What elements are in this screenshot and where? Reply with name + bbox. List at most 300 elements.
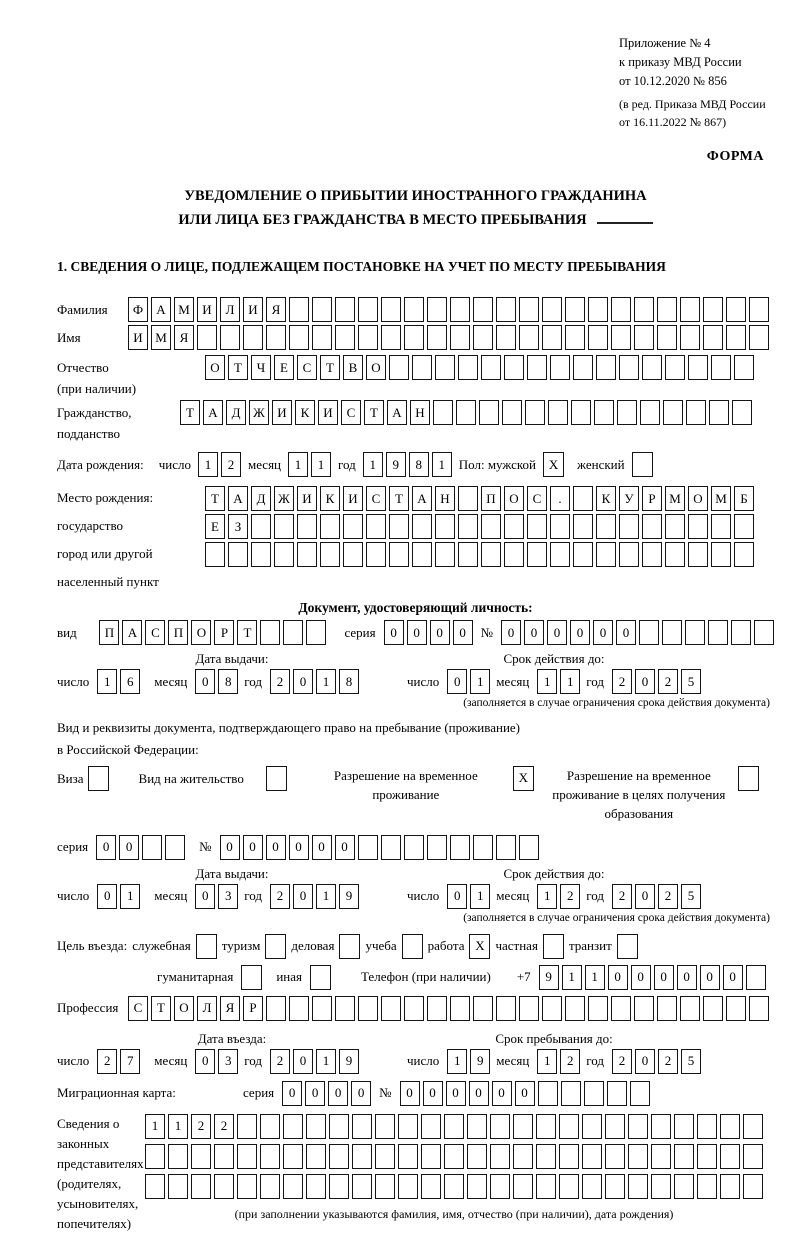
- char-cell[interactable]: [504, 542, 524, 567]
- char-cell[interactable]: [458, 514, 478, 539]
- char-cell[interactable]: [283, 620, 303, 645]
- char-cell[interactable]: 1: [316, 1049, 336, 1074]
- char-cell[interactable]: [375, 1114, 395, 1139]
- char-cell[interactable]: Л: [197, 996, 217, 1021]
- char-cell[interactable]: 0: [195, 1049, 215, 1074]
- char-cell[interactable]: [738, 766, 759, 791]
- char-cell[interactable]: Я: [174, 325, 194, 350]
- char-cell[interactable]: 3: [218, 1049, 238, 1074]
- char-cell[interactable]: [642, 514, 662, 539]
- char-cell[interactable]: [611, 996, 631, 1021]
- char-cell[interactable]: [513, 1114, 533, 1139]
- char-cell[interactable]: 0: [677, 965, 697, 990]
- representatives-row3[interactable]: [145, 1174, 763, 1199]
- char-cell[interactable]: [456, 400, 476, 425]
- char-cell[interactable]: .: [550, 486, 570, 511]
- char-cell[interactable]: [312, 325, 332, 350]
- rvp-series-input[interactable]: [96, 835, 185, 860]
- entry-year[interactable]: [270, 1049, 359, 1074]
- char-cell[interactable]: [496, 996, 516, 1021]
- char-cell[interactable]: [619, 514, 639, 539]
- char-cell[interactable]: [619, 542, 639, 567]
- visa-checkbox[interactable]: [88, 766, 109, 791]
- char-cell[interactable]: [381, 297, 401, 322]
- char-cell[interactable]: [726, 996, 746, 1021]
- char-cell[interactable]: М: [711, 486, 731, 511]
- char-cell[interactable]: [640, 400, 660, 425]
- char-cell[interactable]: [358, 996, 378, 1021]
- char-cell[interactable]: [398, 1174, 418, 1199]
- purpose-official-checkbox[interactable]: [196, 934, 217, 959]
- char-cell[interactable]: [680, 996, 700, 1021]
- sex-male-checkbox[interactable]: [543, 452, 564, 477]
- char-cell[interactable]: [746, 965, 766, 990]
- char-cell[interactable]: [467, 1144, 487, 1169]
- char-cell[interactable]: [404, 297, 424, 322]
- char-cell[interactable]: [343, 542, 363, 567]
- char-cell[interactable]: [628, 1174, 648, 1199]
- char-cell[interactable]: [88, 766, 109, 791]
- char-cell[interactable]: 1: [145, 1114, 165, 1139]
- char-cell[interactable]: [381, 996, 401, 1021]
- char-cell[interactable]: [584, 1081, 604, 1106]
- char-cell[interactable]: [550, 542, 570, 567]
- char-cell[interactable]: 1: [168, 1114, 188, 1139]
- char-cell[interactable]: [536, 1174, 556, 1199]
- char-cell[interactable]: [312, 297, 332, 322]
- char-cell[interactable]: [427, 297, 447, 322]
- char-cell[interactable]: [343, 514, 363, 539]
- char-cell[interactable]: [450, 835, 470, 860]
- char-cell[interactable]: [404, 325, 424, 350]
- char-cell[interactable]: А: [122, 620, 142, 645]
- char-cell[interactable]: 0: [631, 965, 651, 990]
- char-cell[interactable]: X: [513, 766, 534, 791]
- doc-number-input[interactable]: [501, 620, 774, 645]
- char-cell[interactable]: Р: [243, 996, 263, 1021]
- char-cell[interactable]: Т: [237, 620, 257, 645]
- char-cell[interactable]: [536, 1114, 556, 1139]
- sex-female-checkbox[interactable]: [632, 452, 653, 477]
- char-cell[interactable]: 8: [218, 669, 238, 694]
- char-cell[interactable]: И: [318, 400, 338, 425]
- char-cell[interactable]: [358, 297, 378, 322]
- rvp-issue-month[interactable]: [195, 884, 238, 909]
- mc-series-input[interactable]: [282, 1081, 371, 1106]
- char-cell[interactable]: [335, 297, 355, 322]
- char-cell[interactable]: [519, 996, 539, 1021]
- char-cell[interactable]: [657, 325, 677, 350]
- char-cell[interactable]: [306, 1174, 326, 1199]
- char-cell[interactable]: Т: [228, 355, 248, 380]
- char-cell[interactable]: 0: [547, 620, 567, 645]
- char-cell[interactable]: [665, 542, 685, 567]
- char-cell[interactable]: [688, 542, 708, 567]
- char-cell[interactable]: И: [297, 486, 317, 511]
- char-cell[interactable]: [617, 400, 637, 425]
- char-cell[interactable]: [168, 1174, 188, 1199]
- char-cell[interactable]: [481, 355, 501, 380]
- char-cell[interactable]: [306, 620, 326, 645]
- char-cell[interactable]: 0: [400, 1081, 420, 1106]
- char-cell[interactable]: [320, 542, 340, 567]
- char-cell[interactable]: [628, 1114, 648, 1139]
- char-cell[interactable]: [228, 542, 248, 567]
- char-cell[interactable]: А: [412, 486, 432, 511]
- patronymic-input[interactable]: [205, 355, 754, 380]
- char-cell[interactable]: [651, 1144, 671, 1169]
- char-cell[interactable]: [542, 996, 562, 1021]
- char-cell[interactable]: [588, 297, 608, 322]
- char-cell[interactable]: [289, 325, 309, 350]
- char-cell[interactable]: [685, 620, 705, 645]
- char-cell[interactable]: 2: [658, 669, 678, 694]
- char-cell[interactable]: [352, 1114, 372, 1139]
- char-cell[interactable]: [435, 542, 455, 567]
- char-cell[interactable]: 0: [515, 1081, 535, 1106]
- char-cell[interactable]: [320, 514, 340, 539]
- char-cell[interactable]: [559, 1174, 579, 1199]
- char-cell[interactable]: [444, 1114, 464, 1139]
- char-cell[interactable]: [260, 1114, 280, 1139]
- char-cell[interactable]: [266, 996, 286, 1021]
- char-cell[interactable]: [743, 1144, 763, 1169]
- char-cell[interactable]: [214, 1144, 234, 1169]
- mc-number-input[interactable]: [400, 1081, 650, 1106]
- char-cell[interactable]: 9: [539, 965, 559, 990]
- char-cell[interactable]: [565, 325, 585, 350]
- char-cell[interactable]: [274, 514, 294, 539]
- char-cell[interactable]: 0: [282, 1081, 302, 1106]
- char-cell[interactable]: 5: [681, 1049, 701, 1074]
- rvp-number-input[interactable]: [220, 835, 539, 860]
- char-cell[interactable]: [467, 1114, 487, 1139]
- char-cell[interactable]: [688, 355, 708, 380]
- char-cell[interactable]: [435, 355, 455, 380]
- char-cell[interactable]: [214, 1174, 234, 1199]
- char-cell[interactable]: 0: [654, 965, 674, 990]
- char-cell[interactable]: [720, 1114, 740, 1139]
- char-cell[interactable]: [329, 1114, 349, 1139]
- char-cell[interactable]: 2: [270, 669, 290, 694]
- char-cell[interactable]: [266, 766, 287, 791]
- rvp-expiry-day[interactable]: [447, 884, 490, 909]
- char-cell[interactable]: 0: [243, 835, 263, 860]
- char-cell[interactable]: 0: [195, 669, 215, 694]
- char-cell[interactable]: [749, 297, 769, 322]
- char-cell[interactable]: [251, 542, 271, 567]
- char-cell[interactable]: [734, 542, 754, 567]
- char-cell[interactable]: [726, 297, 746, 322]
- char-cell[interactable]: 1: [537, 669, 557, 694]
- char-cell[interactable]: [502, 400, 522, 425]
- char-cell[interactable]: Н: [410, 400, 430, 425]
- char-cell[interactable]: 0: [328, 1081, 348, 1106]
- char-cell[interactable]: 1: [470, 884, 490, 909]
- char-cell[interactable]: 0: [97, 884, 117, 909]
- char-cell[interactable]: [473, 835, 493, 860]
- char-cell[interactable]: [458, 355, 478, 380]
- char-cell[interactable]: [573, 542, 593, 567]
- char-cell[interactable]: О: [174, 996, 194, 1021]
- entry-day[interactable]: [97, 1049, 140, 1074]
- char-cell[interactable]: Р: [642, 486, 662, 511]
- char-cell[interactable]: [734, 355, 754, 380]
- char-cell[interactable]: 2: [658, 884, 678, 909]
- purpose-humanitarian-checkbox[interactable]: [241, 965, 262, 990]
- char-cell[interactable]: 0: [524, 620, 544, 645]
- doc-expiry-day[interactable]: [447, 669, 490, 694]
- char-cell[interactable]: Т: [151, 996, 171, 1021]
- birth-day-input[interactable]: [198, 452, 241, 477]
- representatives-row2[interactable]: [145, 1144, 763, 1169]
- char-cell[interactable]: [542, 325, 562, 350]
- char-cell[interactable]: 0: [501, 620, 521, 645]
- char-cell[interactable]: [237, 1144, 257, 1169]
- char-cell[interactable]: [651, 1174, 671, 1199]
- char-cell[interactable]: 2: [560, 1049, 580, 1074]
- char-cell[interactable]: [550, 355, 570, 380]
- char-cell[interactable]: А: [203, 400, 223, 425]
- char-cell[interactable]: [375, 1174, 395, 1199]
- char-cell[interactable]: [573, 355, 593, 380]
- char-cell[interactable]: [749, 325, 769, 350]
- char-cell[interactable]: [561, 1081, 581, 1106]
- char-cell[interactable]: [205, 542, 225, 567]
- char-cell[interactable]: Т: [205, 486, 225, 511]
- citizenship-input[interactable]: [180, 400, 752, 425]
- char-cell[interactable]: [697, 1174, 717, 1199]
- char-cell[interactable]: 2: [612, 884, 632, 909]
- char-cell[interactable]: [329, 1144, 349, 1169]
- char-cell[interactable]: [605, 1144, 625, 1169]
- char-cell[interactable]: Ф: [128, 297, 148, 322]
- char-cell[interactable]: 0: [293, 669, 313, 694]
- char-cell[interactable]: [237, 1174, 257, 1199]
- char-cell[interactable]: [639, 620, 659, 645]
- doc-issue-year[interactable]: [270, 669, 359, 694]
- char-cell[interactable]: [663, 400, 683, 425]
- char-cell[interactable]: [582, 1114, 602, 1139]
- birth-place-row1[interactable]: [205, 486, 754, 511]
- char-cell[interactable]: [680, 325, 700, 350]
- char-cell[interactable]: 2: [612, 1049, 632, 1074]
- char-cell[interactable]: [402, 934, 423, 959]
- char-cell[interactable]: У: [619, 486, 639, 511]
- birth-month-input[interactable]: [288, 452, 331, 477]
- char-cell[interactable]: [527, 514, 547, 539]
- birth-place-row3[interactable]: [205, 542, 754, 567]
- char-cell[interactable]: [665, 355, 685, 380]
- char-cell[interactable]: 2: [270, 884, 290, 909]
- char-cell[interactable]: [588, 996, 608, 1021]
- temp-residence-checkbox[interactable]: [513, 766, 534, 791]
- purpose-transit-checkbox[interactable]: [617, 934, 638, 959]
- char-cell[interactable]: [496, 835, 516, 860]
- profession-input[interactable]: [128, 996, 769, 1021]
- char-cell[interactable]: Е: [205, 514, 225, 539]
- char-cell[interactable]: И: [128, 325, 148, 350]
- char-cell[interactable]: 1: [537, 1049, 557, 1074]
- char-cell[interactable]: [674, 1144, 694, 1169]
- char-cell[interactable]: И: [243, 297, 263, 322]
- char-cell[interactable]: И: [197, 297, 217, 322]
- char-cell[interactable]: [352, 1144, 372, 1169]
- char-cell[interactable]: [703, 297, 723, 322]
- char-cell[interactable]: 1: [316, 669, 336, 694]
- char-cell[interactable]: 2: [612, 669, 632, 694]
- char-cell[interactable]: [412, 514, 432, 539]
- char-cell[interactable]: [642, 542, 662, 567]
- char-cell[interactable]: [720, 1144, 740, 1169]
- purpose-other-checkbox[interactable]: [310, 965, 331, 990]
- char-cell[interactable]: [513, 1144, 533, 1169]
- char-cell[interactable]: 0: [447, 669, 467, 694]
- char-cell[interactable]: [686, 400, 706, 425]
- char-cell[interactable]: [665, 514, 685, 539]
- char-cell[interactable]: [412, 542, 432, 567]
- char-cell[interactable]: [479, 400, 499, 425]
- char-cell[interactable]: [588, 325, 608, 350]
- char-cell[interactable]: П: [168, 620, 188, 645]
- char-cell[interactable]: [421, 1114, 441, 1139]
- doc-expiry-month[interactable]: [537, 669, 580, 694]
- char-cell[interactable]: [310, 965, 331, 990]
- char-cell[interactable]: [404, 996, 424, 1021]
- char-cell[interactable]: 0: [469, 1081, 489, 1106]
- char-cell[interactable]: Т: [320, 355, 340, 380]
- rvp-issue-day[interactable]: [97, 884, 140, 909]
- char-cell[interactable]: [708, 620, 728, 645]
- char-cell[interactable]: Н: [435, 486, 455, 511]
- char-cell[interactable]: [427, 325, 447, 350]
- char-cell[interactable]: 7: [120, 1049, 140, 1074]
- char-cell[interactable]: 0: [266, 835, 286, 860]
- char-cell[interactable]: 0: [351, 1081, 371, 1106]
- char-cell[interactable]: 0: [289, 835, 309, 860]
- surname-input[interactable]: [128, 297, 769, 322]
- char-cell[interactable]: [366, 514, 386, 539]
- char-cell[interactable]: 1: [537, 884, 557, 909]
- char-cell[interactable]: 1: [97, 669, 117, 694]
- char-cell[interactable]: [265, 934, 286, 959]
- char-cell[interactable]: [504, 355, 524, 380]
- given-name-input[interactable]: [128, 325, 769, 350]
- char-cell[interactable]: [565, 297, 585, 322]
- char-cell[interactable]: Я: [266, 297, 286, 322]
- char-cell[interactable]: [596, 514, 616, 539]
- char-cell[interactable]: 1: [316, 884, 336, 909]
- char-cell[interactable]: [352, 1174, 372, 1199]
- char-cell[interactable]: 0: [635, 669, 655, 694]
- char-cell[interactable]: О: [191, 620, 211, 645]
- char-cell[interactable]: А: [228, 486, 248, 511]
- char-cell[interactable]: [444, 1174, 464, 1199]
- char-cell[interactable]: З: [228, 514, 248, 539]
- char-cell[interactable]: [542, 297, 562, 322]
- char-cell[interactable]: 1: [560, 669, 580, 694]
- char-cell[interactable]: [389, 542, 409, 567]
- char-cell[interactable]: [260, 620, 280, 645]
- char-cell[interactable]: 2: [191, 1114, 211, 1139]
- char-cell[interactable]: 0: [293, 884, 313, 909]
- char-cell[interactable]: [634, 996, 654, 1021]
- char-cell[interactable]: [743, 1114, 763, 1139]
- char-cell[interactable]: Т: [389, 486, 409, 511]
- char-cell[interactable]: 0: [423, 1081, 443, 1106]
- char-cell[interactable]: А: [387, 400, 407, 425]
- char-cell[interactable]: С: [145, 620, 165, 645]
- char-cell[interactable]: [404, 835, 424, 860]
- phone-input[interactable]: [539, 965, 766, 990]
- doc-kind-input[interactable]: [99, 620, 326, 645]
- char-cell[interactable]: Д: [226, 400, 246, 425]
- char-cell[interactable]: [642, 355, 662, 380]
- char-cell[interactable]: [611, 325, 631, 350]
- char-cell[interactable]: М: [174, 297, 194, 322]
- char-cell[interactable]: 2: [97, 1049, 117, 1074]
- char-cell[interactable]: [297, 514, 317, 539]
- char-cell[interactable]: [306, 1144, 326, 1169]
- char-cell[interactable]: [283, 1174, 303, 1199]
- char-cell[interactable]: [306, 1114, 326, 1139]
- char-cell[interactable]: 0: [608, 965, 628, 990]
- char-cell[interactable]: 2: [270, 1049, 290, 1074]
- char-cell[interactable]: [519, 297, 539, 322]
- char-cell[interactable]: [450, 297, 470, 322]
- char-cell[interactable]: [657, 996, 677, 1021]
- char-cell[interactable]: [697, 1114, 717, 1139]
- char-cell[interactable]: О: [688, 486, 708, 511]
- char-cell[interactable]: 2: [214, 1114, 234, 1139]
- char-cell[interactable]: 1: [432, 452, 452, 477]
- char-cell[interactable]: [711, 355, 731, 380]
- purpose-private-checkbox[interactable]: [543, 934, 564, 959]
- char-cell[interactable]: 0: [305, 1081, 325, 1106]
- char-cell[interactable]: 1: [562, 965, 582, 990]
- char-cell[interactable]: [266, 325, 286, 350]
- char-cell[interactable]: [412, 355, 432, 380]
- char-cell[interactable]: [611, 297, 631, 322]
- char-cell[interactable]: [381, 325, 401, 350]
- birth-place-row2[interactable]: [205, 514, 754, 539]
- char-cell[interactable]: [594, 400, 614, 425]
- char-cell[interactable]: [251, 514, 271, 539]
- char-cell[interactable]: [634, 297, 654, 322]
- char-cell[interactable]: Р: [214, 620, 234, 645]
- char-cell[interactable]: [519, 325, 539, 350]
- char-cell[interactable]: Ч: [251, 355, 271, 380]
- char-cell[interactable]: С: [366, 486, 386, 511]
- char-cell[interactable]: [680, 297, 700, 322]
- char-cell[interactable]: К: [596, 486, 616, 511]
- char-cell[interactable]: 0: [430, 620, 450, 645]
- char-cell[interactable]: [726, 325, 746, 350]
- char-cell[interactable]: [582, 1144, 602, 1169]
- char-cell[interactable]: 0: [616, 620, 636, 645]
- char-cell[interactable]: 0: [446, 1081, 466, 1106]
- char-cell[interactable]: Е: [274, 355, 294, 380]
- char-cell[interactable]: 3: [218, 884, 238, 909]
- char-cell[interactable]: 1: [470, 669, 490, 694]
- char-cell[interactable]: [358, 325, 378, 350]
- char-cell[interactable]: 5: [681, 669, 701, 694]
- char-cell[interactable]: [703, 996, 723, 1021]
- char-cell[interactable]: [571, 400, 591, 425]
- char-cell[interactable]: [527, 355, 547, 380]
- char-cell[interactable]: 0: [635, 1049, 655, 1074]
- char-cell[interactable]: [339, 934, 360, 959]
